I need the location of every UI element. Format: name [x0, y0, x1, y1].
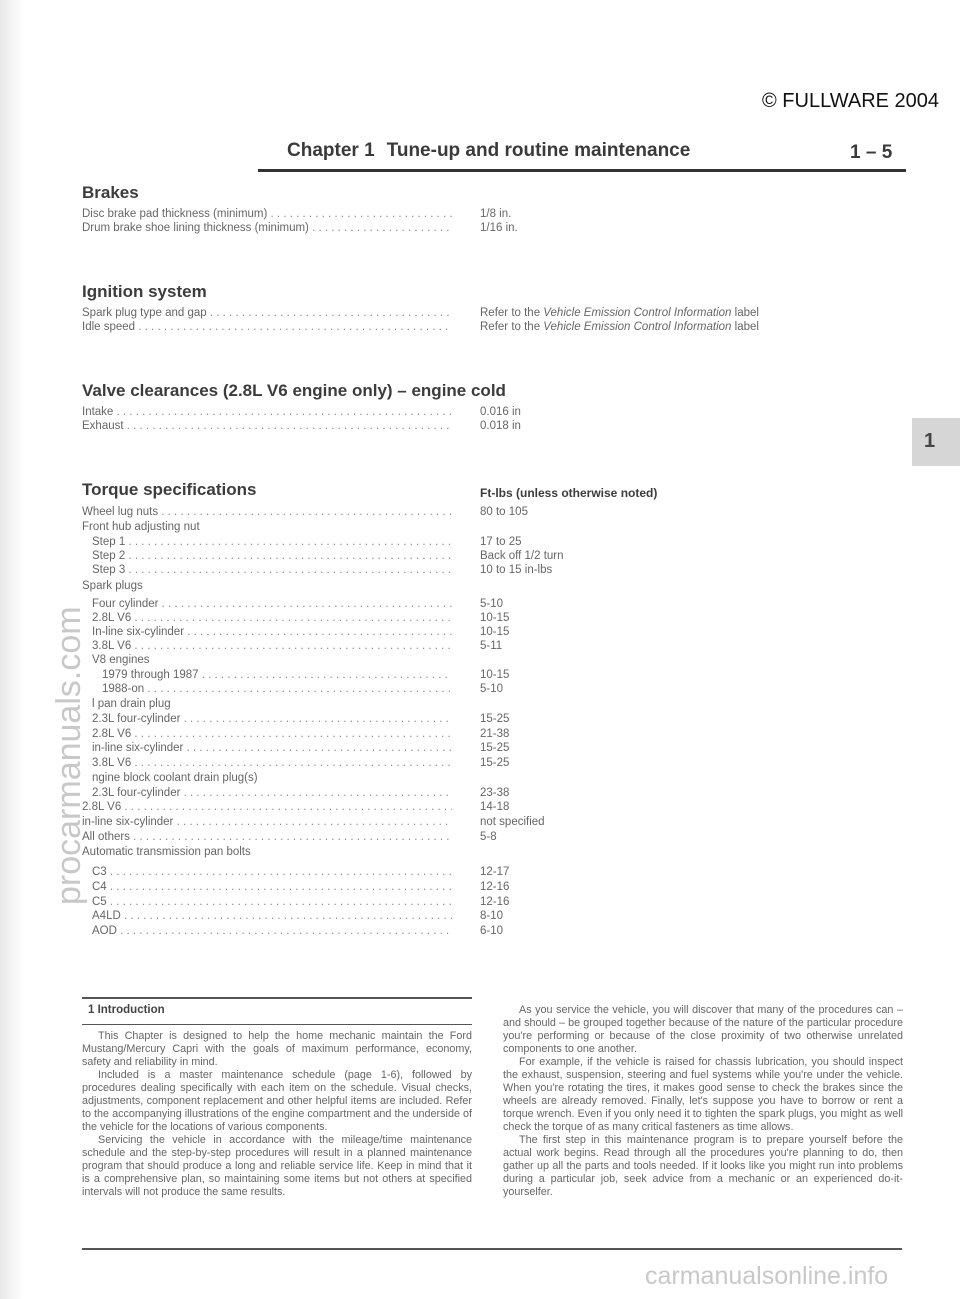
- spec-value: 15-25: [480, 713, 510, 725]
- spec-row: [82, 320, 862, 334]
- spec-row: [82, 520, 862, 534]
- spec-row: [82, 712, 862, 726]
- intro-right-column: [503, 1004, 903, 1199]
- spec-label: 2.8L V6 . . .: [82, 800, 452, 814]
- spec-value: 23-38: [480, 787, 510, 799]
- paragraph: Servicing the vehicle in accordance with the mileage/time maintenance schedule and the step-by-step procedures will result in a planned maintenance program that should produce a long and reliable service life. Keep in mind that it is a comprehensive plan, so maintaining some items but not others at specified intervals will not produce the same results.: [82, 1134, 472, 1198]
- valve-heading: Valve clearances (2.8L V6 engine only) – engine cold: [82, 381, 506, 400]
- chapter-label: Chapter 1: [287, 140, 375, 161]
- spec-value: 12-16: [480, 881, 510, 893]
- spec-value: 17 to 25: [480, 536, 522, 548]
- spec-value: 5-10: [480, 683, 504, 695]
- page-binding-shadow: [0, 0, 24, 1299]
- spec-value: 0.016 in: [480, 406, 521, 418]
- chapter-header: [287, 140, 690, 162]
- spec-value: Back off 1/2 turn: [480, 550, 564, 562]
- spec-label: Intake . . .: [82, 405, 452, 419]
- spec-row: [82, 682, 862, 696]
- spec-row: [82, 563, 862, 577]
- spec-label: Step 3 . . .: [92, 563, 452, 577]
- chapter-title: Tune-up and routine maintenance: [386, 140, 691, 161]
- watermark-left: procarmanuals.com: [50, 606, 88, 905]
- page-number: 1 – 5: [850, 142, 893, 163]
- spec-label: Spark plug type and gap . . .: [82, 306, 452, 320]
- spec-value: Refer to the Vehicle Emission Control Information label: [480, 321, 759, 333]
- spec-row: [82, 405, 862, 419]
- spec-value: 10 to 15 in-lbs: [480, 564, 553, 576]
- spec-label: 1979 through 1987 . . .: [102, 668, 452, 682]
- spec-value: 12-16: [480, 896, 510, 908]
- spec-value: 1/16 in.: [480, 222, 518, 234]
- spec-row: [82, 880, 862, 894]
- spec-row: [82, 597, 862, 611]
- spec-value: Refer to the Vehicle Emission Control Information label: [480, 307, 759, 319]
- spec-label: In-line six-cylinder . . .: [92, 625, 452, 639]
- header-divider: [258, 169, 906, 172]
- spec-value: 8-10: [480, 910, 504, 922]
- spec-label: Front hub adjusting nut: [82, 521, 200, 533]
- spec-value: 10-15: [480, 626, 510, 638]
- spec-row: [82, 786, 862, 800]
- spec-label: AOD . . .: [92, 924, 452, 938]
- chapter-tab: [912, 418, 960, 466]
- spec-value: 1/8 in.: [480, 208, 512, 220]
- spec-value: 5-8: [480, 831, 497, 843]
- spec-row: [82, 845, 862, 859]
- spec-row: [82, 815, 862, 829]
- chapter-tab-number: 1: [924, 430, 936, 452]
- spec-value: 0.018 in: [480, 420, 521, 432]
- spec-label: Step 1 . . .: [92, 535, 452, 549]
- spec-row: [82, 207, 862, 221]
- spec-row: [82, 727, 862, 741]
- spec-row: [82, 697, 862, 711]
- spec-label: Automatic transmission pan bolts: [82, 846, 251, 858]
- paragraph: For example, if the vehicle is raised for chassis lubrication, you should inspect the exhaust, suspension, steering and fuel systems while you're under the vehicle. When you're rotating the tires, it makes good sense to check the brakes since the wheels are already removed. Finally, let's suppose you have to borrow or rent a torque wrench. Even if you only need it to tighten the spark plugs, you might as well check the torque of as many critical fasteners as time allows.: [503, 1056, 903, 1133]
- spec-label: Wheel lug nuts . . .: [82, 505, 452, 519]
- paragraph: This Chapter is designed to help the home mechanic maintain the Ford Mustang/Mercury Capri with the goals of maximum performance, economy, safety and reliability in mind.: [82, 1030, 472, 1068]
- spec-label: ngine block coolant drain plug(s): [92, 772, 258, 784]
- spec-value: 15-25: [480, 742, 510, 754]
- spec-value: 5-11: [480, 640, 503, 652]
- spec-value: 10-15: [480, 612, 510, 624]
- bottom-divider: [82, 1248, 902, 1250]
- paragraph: Included is a master maintenance schedule (page 1-6), followed by procedures dealing specifically with each item on the schedule. Visual checks, adjustments, component replacement and other helpful items are included. Refer to the accompanying illustrations of the engine compartment and the underside of the vehicle for the locations of various components.: [82, 1069, 472, 1133]
- spec-label: in-line six-cylinder . . .: [92, 741, 452, 755]
- spec-value: 21-38: [480, 728, 510, 740]
- copyright-notice: © FULLWARE 2004: [762, 90, 940, 112]
- watermark-bottom: carmanualsonline.info: [645, 1262, 889, 1290]
- spec-label: l pan drain plug: [92, 698, 171, 710]
- spec-label: Disc brake pad thickness (minimum) . . .: [82, 207, 452, 221]
- spec-label: in-line six-cylinder . . .: [82, 815, 452, 829]
- spec-row: [82, 639, 862, 653]
- spec-row: [82, 549, 862, 563]
- spec-value: not specified: [480, 816, 545, 828]
- spec-value: 12-17: [480, 866, 510, 878]
- spec-label: Drum brake shoe lining thickness (minimum) . . .: [82, 221, 452, 235]
- spec-value: 14-18: [480, 801, 510, 813]
- spec-row: [82, 625, 862, 639]
- spec-value: 80 to 105: [480, 506, 528, 518]
- spec-row: [82, 741, 862, 755]
- spec-row: [82, 653, 862, 667]
- spec-row: [82, 895, 862, 909]
- spec-label: A4LD . . .: [92, 909, 452, 923]
- ignition-heading: Ignition system: [82, 282, 207, 301]
- spec-row: [82, 865, 862, 879]
- spec-label: 2.8L V6 . . .: [92, 727, 452, 741]
- spec-label: V8 engines: [92, 654, 150, 666]
- spec-row: [82, 611, 862, 625]
- spec-label: C5 . . .: [92, 895, 452, 909]
- intro-top-rule: [82, 997, 472, 999]
- spec-label: 2.3L four-cylinder . . .: [92, 786, 452, 800]
- spec-row: [82, 419, 862, 433]
- spec-label: Step 2 . . .: [92, 549, 452, 563]
- spec-row: [82, 535, 862, 549]
- spec-label: C4 . . .: [92, 880, 452, 894]
- spec-label: 3.8L V6 . . .: [92, 756, 452, 770]
- spec-label: Exhaust . . .: [82, 419, 452, 433]
- spec-label: C3 . . .: [92, 865, 452, 879]
- spec-label: 2.3L four-cylinder . . .: [92, 712, 452, 726]
- spec-row: [82, 668, 862, 682]
- spec-value: 10-15: [480, 669, 510, 681]
- paragraph: As you service the vehicle, you will discover that many of the procedures can – and should – be grouped together because of the nature of the particular procedure you're performing or because of the close proximity of two otherwise unrelated components to one another.: [503, 1004, 903, 1055]
- torque-units: Ft-lbs (unless otherwise noted): [480, 486, 658, 500]
- spec-label: Four cylinder . . .: [92, 597, 452, 611]
- intro-left-column: [82, 1030, 472, 1199]
- spec-row: [82, 830, 862, 844]
- spec-row: [82, 221, 862, 235]
- spec-row: [82, 756, 862, 770]
- spec-label: 1988-on . . .: [102, 682, 452, 696]
- spec-value: 5-10: [480, 598, 504, 610]
- spec-row: [82, 924, 862, 938]
- paragraph: The first step in this maintenance program is to prepare yourself before the actual work begins. Read through all the procedures you're planning to do, then gather up all the parts and tools needed. If it looks like you might run into problems during a particular job, seek advice from a mechanic or an experienced do-it-yourselfer.: [503, 1134, 903, 1198]
- intro-heading-rule: [82, 1024, 472, 1025]
- spec-row: [82, 579, 862, 593]
- spec-row: [82, 771, 862, 785]
- spec-label: Spark plugs: [82, 580, 143, 592]
- spec-row: [82, 505, 862, 519]
- spec-value: 6-10: [480, 925, 504, 937]
- torque-heading: Torque specifications: [82, 480, 257, 499]
- spec-label: 2.8L V6 . . .: [92, 611, 452, 625]
- spec-label: 3.8L V6 . . .: [92, 639, 452, 653]
- spec-row: [82, 800, 862, 814]
- brakes-heading: Brakes: [82, 183, 139, 202]
- spec-row: [82, 306, 862, 320]
- spec-row: [82, 909, 862, 923]
- spec-label: Idle speed . . .: [82, 320, 452, 334]
- spec-label: All others . . .: [82, 830, 452, 844]
- intro-heading: 1 Introduction: [88, 1004, 165, 1016]
- spec-value: 15-25: [480, 757, 510, 769]
